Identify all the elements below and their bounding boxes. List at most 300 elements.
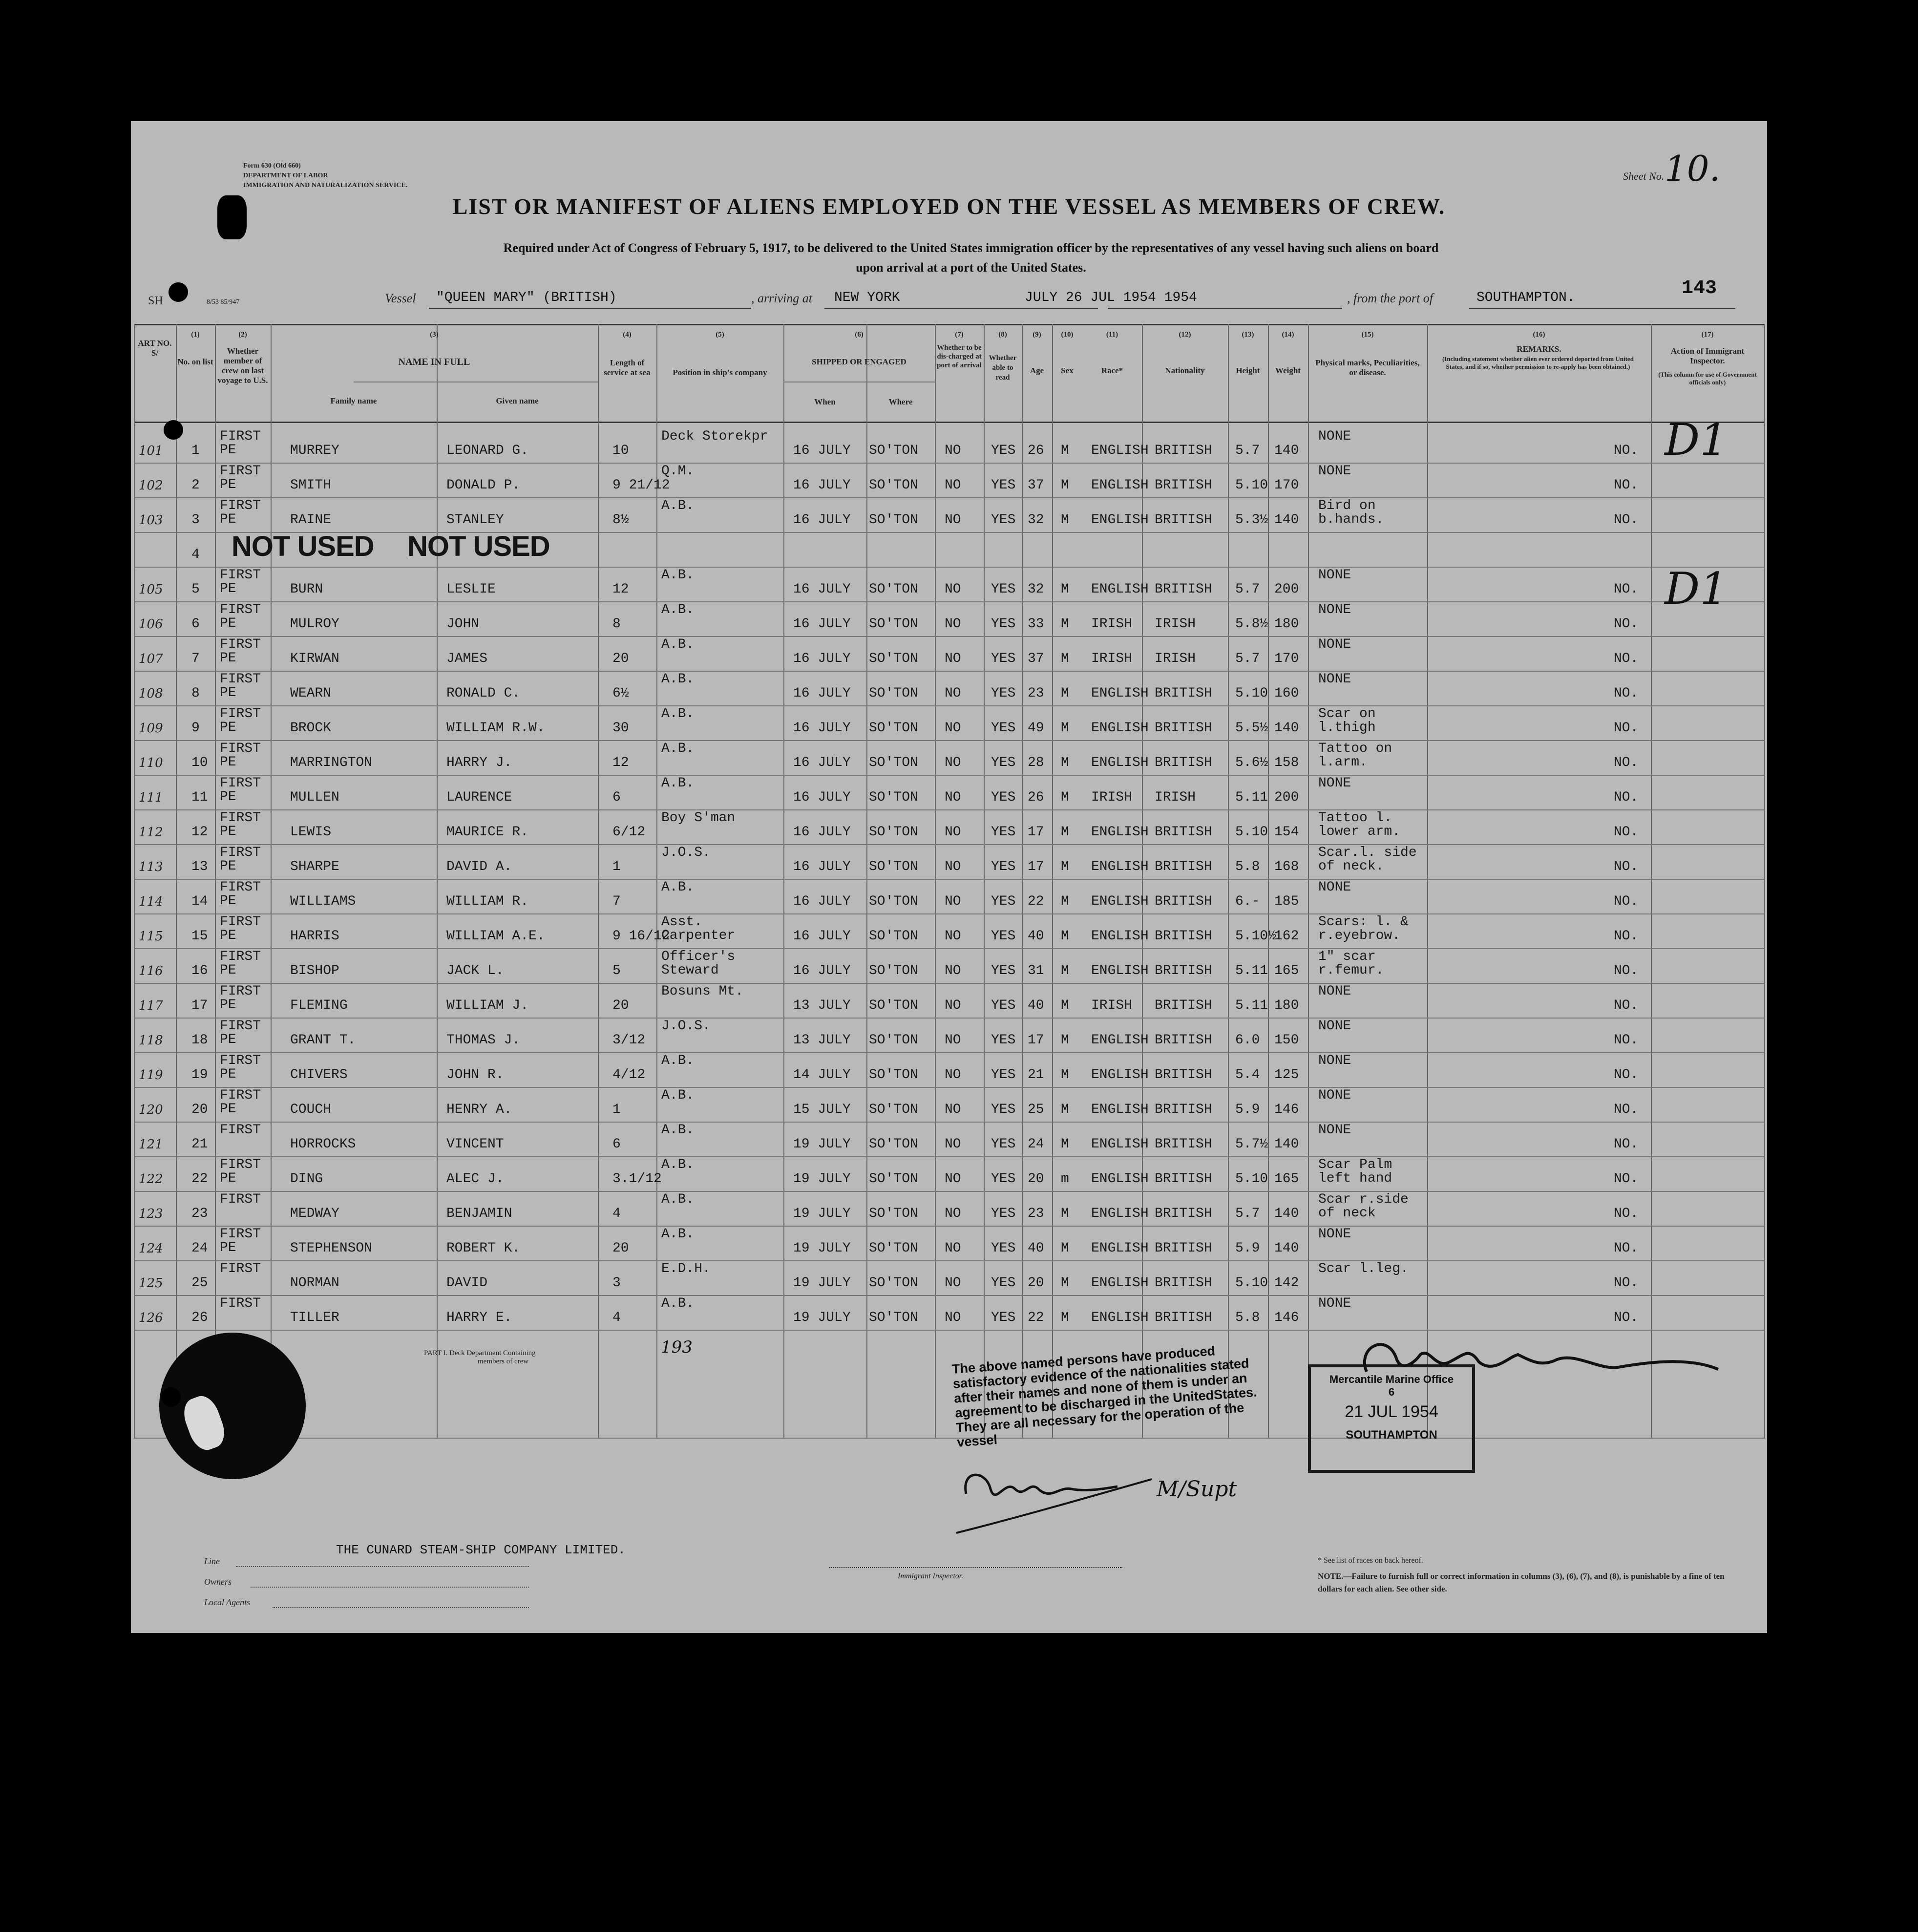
cell-height: 6.0 — [1235, 1033, 1260, 1048]
cell-ship-art-no: 111 — [139, 790, 163, 805]
cell-able-to-read: YES — [991, 686, 1016, 701]
cell-given-name: HARRY E. — [446, 1310, 512, 1325]
cell-shipped-when: 19 JULY — [793, 1310, 851, 1325]
header-num-12: (12) — [1179, 331, 1191, 339]
cell-shipped-where: SO'TON — [869, 1171, 918, 1187]
cell-row-number: 5 — [191, 582, 200, 597]
vessel-underline — [429, 308, 751, 309]
cell-discharged: NO — [945, 1310, 961, 1325]
cell-weight: 146 — [1274, 1102, 1299, 1117]
header-previous-voyage: Whether member of crew on last voyage to U.S. — [217, 346, 268, 385]
cell-age: 17 — [1028, 1033, 1044, 1048]
cell-weight: 140 — [1274, 512, 1299, 528]
cell-length-of-service: 6 — [612, 1137, 621, 1152]
cell-physical-marks: NONE — [1318, 1227, 1351, 1242]
cell-length-of-service: 4 — [612, 1310, 621, 1325]
cell-length-of-service: 6½ — [612, 686, 629, 701]
arrival-date: JULY 26 JUL 1954 1954 — [1025, 290, 1197, 305]
cell-shipped-where: SO'TON — [869, 1102, 918, 1117]
cell-sex: M — [1061, 1206, 1069, 1221]
cell-race: ENGLISH — [1091, 755, 1149, 770]
table-row — [134, 602, 1765, 637]
cell-nationality: BRITISH — [1155, 1171, 1212, 1187]
cell-shipped-when: 16 JULY — [793, 582, 851, 597]
cell-sex: M — [1061, 1310, 1069, 1325]
cell-shipped-when: 16 JULY — [793, 859, 851, 874]
cell-height: 5.5½ — [1235, 721, 1268, 736]
cell-row-number: 17 — [191, 998, 208, 1013]
cell-physical-marks: NONE — [1318, 1019, 1351, 1034]
cell-length-of-service: 10 — [612, 443, 629, 458]
cell-shipped-when: 16 JULY — [793, 616, 851, 632]
cell-nationality: BRITISH — [1155, 825, 1212, 840]
cell-previous-voyage: FIRST PE — [220, 1088, 261, 1117]
cell-length-of-service: 5 — [612, 963, 621, 978]
cell-physical-marks: 1" scar r.femur. — [1318, 949, 1384, 978]
cell-ship-art-no: 105 — [139, 582, 163, 597]
agents-blank — [273, 1607, 529, 1608]
part-one-label — [424, 1349, 536, 1366]
cell-given-name: NOT USED — [407, 531, 550, 562]
cell-position: A.B. — [661, 672, 695, 687]
cell-previous-voyage: FIRST PE — [220, 672, 261, 701]
cell-ship-art-no: 118 — [139, 1033, 163, 1048]
cell-shipped-when: 16 JULY — [793, 755, 851, 770]
cell-nationality: BRITISH — [1155, 929, 1212, 944]
cell-discharged: NO — [945, 1067, 961, 1083]
cell-height: 5.7 — [1235, 443, 1260, 458]
cell-discharged: NO — [945, 1033, 961, 1048]
page-number: 143 — [1682, 277, 1717, 299]
cell-race: ENGLISH — [1091, 1102, 1149, 1117]
cell-discharged: NO — [945, 1241, 961, 1256]
cell-nationality: BRITISH — [1155, 1067, 1212, 1083]
header-num-16: (16) — [1533, 331, 1545, 339]
cell-age: 25 — [1028, 1102, 1044, 1117]
cell-physical-marks: Scar on l.thigh — [1318, 706, 1376, 735]
cell-height: 5.8½ — [1235, 616, 1268, 632]
cell-position: E.D.H. — [661, 1261, 711, 1276]
stamp-date: 21 JUL 1954 — [1345, 1402, 1438, 1421]
cell-position: A.B. — [661, 1088, 695, 1103]
cell-height: 5.11 — [1235, 998, 1268, 1013]
cell-previous-voyage: FIRST PE — [220, 845, 261, 874]
cell-age: 40 — [1028, 1241, 1044, 1256]
table-row — [134, 776, 1765, 810]
cell-sex: M — [1061, 963, 1069, 978]
cell-able-to-read: YES — [991, 894, 1016, 909]
table-row — [134, 1157, 1765, 1191]
header-height: Height — [1236, 366, 1260, 375]
subtitle-line-2: upon arrival at a port of the United States. — [856, 260, 1086, 275]
cell-physical-marks: Scar r.side of neck — [1318, 1192, 1409, 1221]
cell-discharged: NO — [945, 1206, 961, 1221]
local-agents-label: Local Agents — [204, 1597, 251, 1607]
header-position: Position in ship's company — [673, 368, 767, 377]
cell-discharged: NO — [945, 1171, 961, 1187]
cell-remarks: NO. — [1614, 1310, 1639, 1325]
cell-race: ENGLISH — [1091, 582, 1149, 597]
cell-position: A.B. — [661, 741, 695, 756]
cell-discharged: NO — [945, 512, 961, 528]
cell-age: 40 — [1028, 998, 1044, 1013]
cell-able-to-read: YES — [991, 616, 1016, 632]
cell-position: Deck Storekpr — [661, 429, 768, 444]
cell-nationality: IRISH — [1155, 651, 1196, 666]
cell-family-name: WILLIAMS — [290, 894, 356, 909]
cell-able-to-read: YES — [991, 1171, 1016, 1187]
cell-physical-marks: NONE — [1318, 776, 1351, 791]
cell-weight: 160 — [1274, 686, 1299, 701]
cell-discharged: NO — [945, 825, 961, 840]
cell-family-name: SMITH — [290, 478, 332, 493]
cell-weight: 200 — [1274, 790, 1299, 805]
cell-able-to-read: YES — [991, 859, 1016, 874]
cell-position: A.B. — [661, 568, 695, 583]
cell-weight: 170 — [1274, 651, 1299, 666]
cell-given-name: DAVID A. — [446, 859, 512, 874]
cell-height: 5.7 — [1235, 1206, 1260, 1221]
part-one-text: PART I. Deck Department Containing — [424, 1349, 536, 1357]
cell-sex: M — [1061, 859, 1069, 874]
cell-position: J.O.S. — [661, 845, 711, 860]
cell-shipped-when: 16 JULY — [793, 478, 851, 493]
header-num-11: (11) — [1106, 331, 1118, 339]
cell-age: 28 — [1028, 755, 1044, 770]
table-row — [134, 880, 1765, 914]
cell-nationality: BRITISH — [1155, 859, 1212, 874]
cell-sex: M — [1061, 790, 1069, 805]
cell-physical-marks: Scars: l. & r.eyebrow. — [1318, 914, 1409, 943]
cell-shipped-when: 16 JULY — [793, 929, 851, 944]
cell-race: IRISH — [1091, 651, 1133, 666]
cell-given-name: HENRY A. — [446, 1102, 512, 1117]
cell-sex: M — [1061, 721, 1069, 736]
cell-shipped-where: SO'TON — [869, 1241, 918, 1256]
cell-given-name: VINCENT — [446, 1137, 504, 1152]
inspector-signature-line — [829, 1567, 1122, 1568]
cell-given-name: JOHN R. — [446, 1067, 504, 1083]
header-inspector-action: Action of Immigrant Inspector. — [1670, 346, 1745, 365]
cell-position: A.B. — [661, 1296, 695, 1311]
cell-ship-art-no: 123 — [139, 1207, 163, 1221]
cell-race: IRISH — [1091, 616, 1133, 632]
cell-row-number: 22 — [191, 1171, 208, 1187]
cell-height: 5.7 — [1235, 582, 1260, 597]
cell-previous-voyage: FIRST PE — [220, 880, 261, 909]
cell-nationality: BRITISH — [1155, 894, 1212, 909]
header-inspector-note: (This column for use of Government officials only) — [1658, 371, 1757, 386]
cell-shipped-when: 13 JULY — [793, 1033, 851, 1048]
cell-previous-voyage: FIRST PE — [220, 498, 261, 527]
cell-age: 17 — [1028, 825, 1044, 840]
cell-given-name: LEONARD G. — [446, 443, 529, 458]
cell-height: 5.3½ — [1235, 512, 1268, 528]
cell-length-of-service: 30 — [612, 721, 629, 736]
cell-family-name: BISHOP — [290, 963, 339, 978]
cell-able-to-read: YES — [991, 1137, 1016, 1152]
cell-able-to-read: YES — [991, 1241, 1016, 1256]
cell-family-name: NORMAN — [290, 1275, 339, 1291]
cell-height: 6.- — [1235, 894, 1260, 909]
cell-height: 5.8 — [1235, 859, 1260, 874]
cell-position: A.B. — [661, 637, 695, 652]
cell-length-of-service: 3/12 — [612, 1033, 646, 1048]
cell-ship-art-no: 116 — [139, 964, 163, 978]
cell-height: 5.9 — [1235, 1102, 1260, 1117]
cell-shipped-when: 19 JULY — [793, 1137, 851, 1152]
cell-able-to-read: YES — [991, 443, 1016, 458]
cell-nationality: BRITISH — [1155, 512, 1212, 528]
header-num-5: (5) — [716, 331, 724, 339]
cell-given-name: ALEC J. — [446, 1171, 504, 1187]
crew-table — [134, 324, 1765, 1439]
cell-row-number: 8 — [191, 686, 200, 701]
cell-position: A.B. — [661, 880, 695, 895]
cell-age: 33 — [1028, 616, 1044, 632]
cell-height: 5.11 — [1235, 963, 1268, 978]
cell-shipped-when: 14 JULY — [793, 1067, 851, 1083]
cell-shipped-where: SO'TON — [869, 1137, 918, 1152]
cell-ship-art-no: 112 — [139, 825, 163, 840]
vessel-label: Vessel — [385, 291, 416, 305]
cell-weight: 180 — [1274, 998, 1299, 1013]
cell-sex: m — [1061, 1171, 1069, 1187]
cell-ship-art-no: 120 — [139, 1103, 163, 1117]
cell-race: ENGLISH — [1091, 1241, 1149, 1256]
cell-nationality: BRITISH — [1155, 755, 1212, 770]
cell-length-of-service: 7 — [612, 894, 621, 909]
cell-position: A.B. — [661, 1192, 695, 1207]
header-race: Race* — [1101, 366, 1123, 375]
cell-remarks: NO. — [1614, 755, 1639, 770]
cell-weight: 154 — [1274, 825, 1299, 840]
cell-row-number: 16 — [191, 963, 208, 978]
cell-remarks: NO. — [1614, 929, 1639, 944]
cell-row-number: 23 — [191, 1206, 208, 1221]
cell-shipped-when: 19 JULY — [793, 1275, 851, 1291]
cell-nationality: BRITISH — [1155, 1310, 1212, 1325]
cell-weight: 140 — [1274, 1206, 1299, 1221]
cell-remarks: NO. — [1614, 478, 1639, 493]
cell-able-to-read: YES — [991, 1102, 1016, 1117]
cell-given-name: THOMAS J. — [446, 1033, 521, 1048]
cell-nationality: BRITISH — [1155, 1102, 1212, 1117]
cell-race: ENGLISH — [1091, 1275, 1149, 1291]
cell-shipped-where: SO'TON — [869, 929, 918, 944]
cell-family-name: LEWIS — [290, 825, 332, 840]
cell-sex: M — [1061, 755, 1069, 770]
cell-sex: M — [1061, 1275, 1069, 1291]
cell-row-number: 18 — [191, 1033, 208, 1048]
part-one-subtext: members of crew — [478, 1358, 529, 1365]
line-blank — [236, 1566, 529, 1567]
cell-given-name: LAURENCE — [446, 790, 512, 805]
cell-shipped-where: SO'TON — [869, 894, 918, 909]
cell-physical-marks: NONE — [1318, 602, 1351, 617]
cell-shipped-where: SO'TON — [869, 963, 918, 978]
cell-previous-voyage: FIRST PE — [220, 1227, 261, 1255]
cell-row-number: 1 — [191, 443, 200, 458]
cell-weight: 165 — [1274, 963, 1299, 978]
cell-age: 23 — [1028, 686, 1044, 701]
cell-age: 21 — [1028, 1067, 1044, 1083]
supt-signature: M/Supt — [1157, 1477, 1237, 1502]
cell-physical-marks: NONE — [1318, 429, 1351, 444]
cell-sex: M — [1061, 512, 1069, 528]
cell-physical-marks: Scar.l. side of neck. — [1318, 845, 1417, 874]
cell-length-of-service: 20 — [612, 998, 629, 1013]
table-row — [134, 533, 1765, 567]
cell-remarks: NO. — [1614, 582, 1639, 597]
cell-sex: M — [1061, 1102, 1069, 1117]
cell-able-to-read: YES — [991, 790, 1016, 805]
cell-shipped-where: SO'TON — [869, 1033, 918, 1048]
cell-weight: 185 — [1274, 894, 1299, 909]
cell-discharged: NO — [945, 582, 961, 597]
subtitle-line-1: Required under Act of Congress of February 5, 1917, to be delivered to the United States immigration officer by the representatives of any vessel having such aliens on board — [503, 241, 1439, 255]
cell-shipped-when: 16 JULY — [793, 651, 851, 666]
table-row — [134, 464, 1765, 498]
header-able-to-read: Whether able to read — [989, 354, 1017, 382]
cell-family-name: FLEMING — [290, 998, 348, 1013]
cell-age: 37 — [1028, 478, 1044, 493]
cell-age: 26 — [1028, 443, 1044, 458]
cell-race: ENGLISH — [1091, 929, 1149, 944]
cell-ship-art-no: 117 — [139, 998, 163, 1013]
cell-weight: 140 — [1274, 1137, 1299, 1152]
cell-shipped-when: 16 JULY — [793, 686, 851, 701]
cell-shipped-where: SO'TON — [869, 721, 918, 736]
cell-family-name: STEPHENSON — [290, 1241, 373, 1256]
cell-nationality: BRITISH — [1155, 582, 1212, 597]
cell-previous-voyage: FIRST — [220, 1296, 261, 1311]
cell-previous-voyage: FIRST PE — [220, 1053, 261, 1082]
cell-previous-voyage: FIRST PE — [220, 1157, 261, 1186]
cell-weight: 125 — [1274, 1067, 1299, 1083]
cell-ship-art-no: 109 — [139, 721, 163, 736]
cell-shipped-when: 19 JULY — [793, 1206, 851, 1221]
cell-ship-art-no: 125 — [139, 1276, 163, 1291]
cell-shipped-where: SO'TON — [869, 512, 918, 528]
cell-nationality: IRISH — [1155, 616, 1196, 632]
code-sh: SH — [148, 295, 163, 307]
arriving-label: , arriving at — [751, 291, 812, 305]
cell-previous-voyage: FIRST PE — [220, 1019, 261, 1047]
cell-race: ENGLISH — [1091, 1206, 1149, 1221]
races-note: * See list of races on back hereof. — [1318, 1556, 1423, 1565]
cell-physical-marks: NONE — [1318, 672, 1351, 687]
cell-sex: M — [1061, 1137, 1069, 1152]
cell-physical-marks: NONE — [1318, 464, 1351, 479]
cell-ship-art-no: 115 — [139, 929, 163, 944]
cell-family-name: MULROY — [290, 616, 339, 632]
header-num-13: (13) — [1242, 331, 1254, 339]
table-row — [134, 672, 1765, 706]
cell-age: 22 — [1028, 894, 1044, 909]
cell-physical-marks: Tattoo l. lower arm. — [1318, 810, 1401, 839]
cell-nationality: BRITISH — [1155, 1137, 1212, 1152]
cell-height: 5.7½ — [1235, 1137, 1268, 1152]
cell-row-number: 26 — [191, 1310, 208, 1325]
sheet-label: Sheet No. — [1623, 170, 1665, 182]
cell-discharged: NO — [945, 616, 961, 632]
header-remarks: REMARKS. — [1517, 344, 1561, 354]
cell-physical-marks: Bird on b.hands. — [1318, 498, 1384, 527]
cell-sex: M — [1061, 651, 1069, 666]
cell-able-to-read: YES — [991, 963, 1016, 978]
table-row — [134, 1088, 1765, 1122]
cell-family-name: BROCK — [290, 721, 332, 736]
header-length-of-service: Length of service at sea — [604, 358, 651, 377]
cell-ship-art-no: 122 — [139, 1172, 163, 1187]
department-name: DEPARTMENT OF LABOR — [243, 172, 328, 179]
cell-previous-voyage: FIRST PE — [220, 464, 261, 492]
arriving-port: NEW YORK — [834, 290, 900, 305]
margin-note-d1: D1 — [1665, 563, 1728, 615]
table-row — [134, 1261, 1765, 1295]
cell-given-name: ROBERT K. — [446, 1241, 521, 1256]
cell-race: ENGLISH — [1091, 512, 1149, 528]
cell-weight: 140 — [1274, 443, 1299, 458]
header-num-6: (6) — [855, 331, 864, 339]
cell-nationality: BRITISH — [1155, 1206, 1212, 1221]
cell-given-name: HARRY J. — [446, 755, 512, 770]
cell-physical-marks: Scar Palm left hand — [1318, 1157, 1392, 1186]
cell-weight: 200 — [1274, 582, 1299, 597]
cell-physical-marks: NONE — [1318, 1123, 1351, 1138]
punch-hole — [164, 420, 183, 440]
cell-shipped-when: 15 JULY — [793, 1102, 851, 1117]
cell-age: 26 — [1028, 790, 1044, 805]
header-given-name: Given name — [496, 396, 539, 405]
cell-remarks: NO. — [1614, 998, 1639, 1013]
cell-ship-art-no: 106 — [139, 617, 163, 632]
cell-discharged: NO — [945, 443, 961, 458]
document-title: LIST OR MANIFEST OF ALIENS EMPLOYED ON THE VESSEL AS MEMBERS OF CREW. — [452, 194, 1446, 219]
cell-ship-art-no: 113 — [139, 860, 163, 874]
cell-position: Asst. Carpenter — [661, 914, 736, 943]
header-nationality: Nationality — [1165, 366, 1205, 375]
arriving-underline — [824, 308, 1098, 309]
table-row — [134, 498, 1765, 532]
cell-given-name: JACK L. — [446, 963, 504, 978]
cell-length-of-service: 8½ — [612, 512, 629, 528]
cell-sex: M — [1061, 478, 1069, 493]
header-where: Where — [888, 397, 913, 406]
cell-given-name: DAVID — [446, 1275, 488, 1291]
header-num-9: (9) — [1033, 331, 1041, 339]
cell-ship-art-no: 119 — [139, 1068, 163, 1083]
cell-shipped-where: SO'TON — [869, 686, 918, 701]
cell-length-of-service: 9 16/12 — [612, 929, 670, 944]
cell-family-name: RAINE — [290, 512, 332, 528]
header-physical-marks: Physical marks, Peculiarities, or disease. — [1315, 358, 1420, 377]
table-row — [134, 741, 1765, 775]
cell-given-name: WILLIAM R.W. — [446, 721, 545, 736]
cell-shipped-where: SO'TON — [869, 825, 918, 840]
table-top-border — [134, 324, 1765, 325]
cell-shipped-when: 16 JULY — [793, 790, 851, 805]
cell-position: A.B. — [661, 1123, 695, 1138]
from-underline — [1469, 308, 1735, 309]
cell-sex: M — [1061, 616, 1069, 632]
table-row — [134, 429, 1765, 463]
header-shipped-or-engaged: SHIPPED OR ENGAGED — [812, 357, 906, 366]
cell-discharged: NO — [945, 1275, 961, 1291]
master-signature — [956, 1460, 1152, 1538]
cell-length-of-service: 1 — [612, 859, 621, 874]
